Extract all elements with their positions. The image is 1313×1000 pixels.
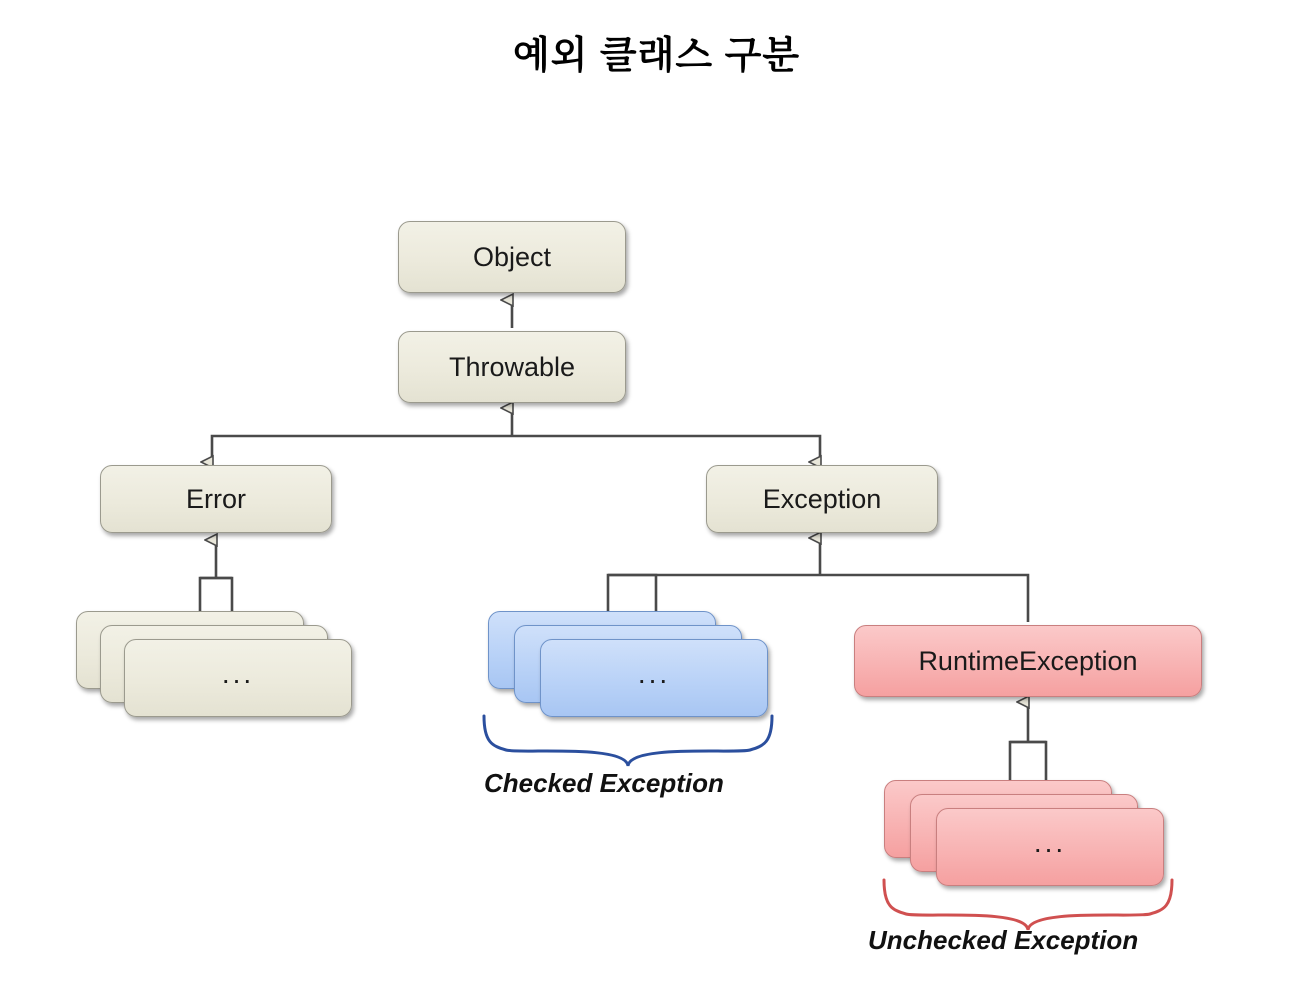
node-error-children-label: ... xyxy=(221,658,255,689)
checked-exception-label: Checked Exception xyxy=(484,768,724,798)
node-throwable-label: Throwable xyxy=(448,351,576,382)
node-unchecked-children-label: ... xyxy=(1033,827,1067,858)
node-exception[interactable] xyxy=(706,465,938,533)
page-title: 예외 클래스 구분 xyxy=(512,35,801,77)
node-checked-children[interactable] xyxy=(540,639,768,717)
node-object[interactable] xyxy=(398,221,626,293)
node-object-label: Object xyxy=(472,241,552,272)
node-error-children[interactable] xyxy=(124,639,352,717)
node-exception-label: Exception xyxy=(762,483,882,514)
node-throwable[interactable] xyxy=(398,331,626,403)
node-runtime-exception-label: RuntimeException xyxy=(918,645,1138,676)
node-error-label: Error xyxy=(186,483,246,514)
node-checked-children-label: ... xyxy=(637,658,671,689)
node-error[interactable] xyxy=(100,465,332,533)
node-runtime-exception[interactable] xyxy=(854,625,1202,697)
node-unchecked-children[interactable] xyxy=(936,808,1164,886)
unchecked-exception-label: Unchecked Exception xyxy=(868,925,1139,955)
